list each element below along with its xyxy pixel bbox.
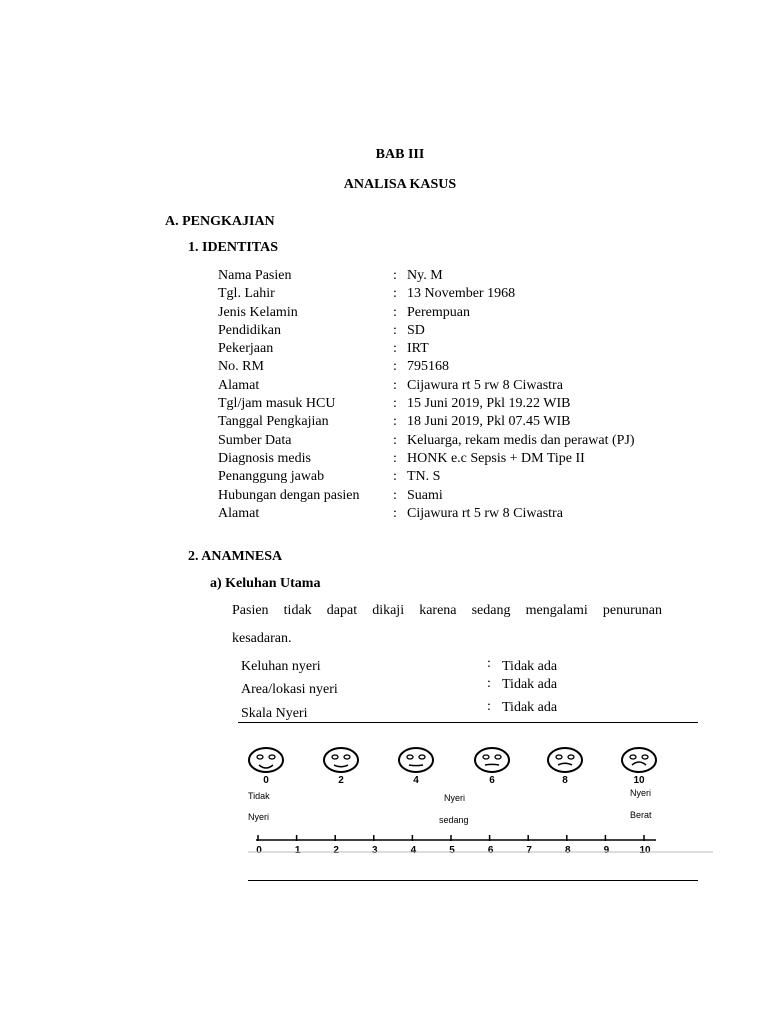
scale-tick-label: 1 — [294, 845, 301, 856]
identity-label: Nama Pasien — [218, 268, 292, 283]
identity-label: Sumber Data — [218, 432, 292, 448]
face-number: 10 — [633, 775, 645, 786]
scale-label-nyeri-middle: Nyeri — [444, 793, 466, 803]
identity-label: No. RM — [218, 359, 264, 375]
pain-label-keluhan: Keluhan nyeri — [241, 659, 321, 674]
identity-row — [218, 395, 718, 413]
pain-label-skala: Skala Nyeri — [241, 706, 308, 721]
scale-label-nyeri-left: Nyeri — [248, 812, 270, 822]
pain-value-skala: Tidak ada — [502, 700, 558, 715]
identity-row — [218, 413, 718, 431]
identity-label: Diagnosis medis — [218, 450, 311, 466]
identity-colon: : — [393, 487, 397, 503]
paragraph-line-2: kesadaran. — [232, 631, 292, 646]
pain-scale-figure — [248, 740, 713, 860]
divider-line-bottom — [248, 880, 698, 881]
identity-colon: : — [393, 432, 397, 448]
identity-value: Cijawura rt 5 rw 8 Ciwastra — [407, 505, 563, 521]
face-number: 0 — [263, 775, 269, 786]
identity-label: Hubungan dengan pasien — [218, 487, 360, 503]
pain-value-keluhan: Tidak ada — [502, 659, 558, 674]
scale-tick-label: 2 — [333, 845, 339, 856]
scale-tick-label: 6 — [487, 845, 494, 856]
identity-row — [218, 377, 718, 395]
identity-row — [218, 322, 718, 340]
identity-colon: : — [393, 359, 397, 375]
pain-colon: : — [487, 656, 491, 671]
identity-colon: : — [393, 505, 397, 521]
scale-label-berat: Berat — [630, 810, 652, 820]
identity-label: Jenis Kelamin — [218, 304, 298, 320]
identity-label: Pekerjaan — [218, 341, 274, 357]
pain-face — [249, 748, 283, 786]
scale-tick-label: 4 — [410, 845, 417, 856]
identity-colon: : — [393, 396, 397, 412]
identity-colon: : — [393, 377, 397, 393]
scale-tick-label: 7 — [526, 845, 532, 856]
identity-value: Perempuan — [407, 304, 470, 320]
identity-colon: : — [393, 322, 397, 338]
identity-row — [218, 432, 718, 450]
identity-row — [218, 468, 718, 486]
scale-label-nyeri-right: Nyeri — [630, 788, 652, 798]
identity-value: SD — [407, 322, 425, 338]
identity-value: HONK e.c Sepsis + DM Tipe II — [407, 450, 585, 466]
identity-colon: : — [393, 341, 397, 357]
chapter-title: ANALISA KASUS — [343, 177, 457, 192]
pain-colon: : — [487, 699, 491, 714]
identity-row — [218, 487, 718, 505]
pain-label-area: Area/lokasi nyeri — [241, 682, 338, 697]
identity-label: Alamat — [218, 505, 260, 521]
face-number: 2 — [338, 775, 344, 786]
face-number: 4 — [413, 775, 419, 786]
identity-row — [218, 304, 718, 322]
identity-value: 15 Juni 2019, Pkl 19.22 WIB — [407, 396, 571, 412]
identity-row — [218, 505, 718, 523]
pain-face — [399, 748, 433, 786]
subsection-heading-anamnesa: 2. ANAMNESA — [188, 549, 283, 564]
identity-value: 13 November 1968 — [407, 286, 516, 302]
identity-label: Tgl. Lahir — [218, 286, 275, 302]
scale-tick-label: 0 — [256, 845, 262, 856]
face-number: 6 — [489, 775, 495, 786]
identity-colon: : — [393, 469, 397, 485]
pain-face — [548, 748, 582, 786]
identity-label: Alamat — [218, 377, 260, 393]
pain-face — [475, 748, 509, 786]
identity-colon: : — [393, 286, 397, 302]
identity-colon: : — [393, 450, 397, 466]
identity-value: Suami — [407, 487, 443, 503]
scale-tick-label: 10 — [639, 845, 651, 856]
identity-row — [218, 358, 718, 376]
identity-value: Cijawura rt 5 rw 8 Ciwastra — [407, 377, 563, 393]
identity-colon: : — [393, 268, 397, 283]
divider-line — [238, 722, 698, 723]
identity-label: Penanggung jawab — [218, 469, 325, 485]
identity-row — [218, 285, 718, 303]
paragraph-line-1: Pasien tidak dapat dikaji karena sedang mengalami penurunan — [232, 603, 662, 618]
identity-label: Tgl/jam masuk HCU — [218, 396, 336, 412]
identity-row — [218, 340, 718, 358]
identity-value: 795168 — [407, 359, 449, 375]
section-heading-pengkajian: A. PENGKAJIAN — [165, 214, 275, 229]
identity-label: Tanggal Pengkajian — [218, 414, 329, 430]
scale-label-tidak: Tidak — [248, 791, 270, 801]
identity-value: 18 Juni 2019, Pkl 07.45 WIB — [407, 414, 571, 430]
identity-value: TN. S — [407, 469, 441, 485]
identity-colon: : — [393, 304, 397, 320]
identity-table — [218, 267, 718, 523]
identity-value: Keluarga, rekam medis dan perawat (PJ) — [407, 432, 635, 448]
scale-tick-label: 9 — [603, 845, 610, 856]
pain-colon: : — [487, 676, 491, 691]
identity-value: IRT — [407, 341, 429, 357]
chapter-number: BAB III — [375, 147, 425, 162]
identity-value: Ny. M — [407, 268, 443, 283]
identity-label: Pendidikan — [218, 322, 281, 338]
pain-face — [622, 748, 656, 786]
pain-face — [324, 748, 358, 786]
scale-label-sedang: sedang — [439, 815, 469, 825]
scale-tick-label: 5 — [449, 845, 455, 856]
subsection-heading-identitas: 1. IDENTITAS — [188, 240, 278, 255]
identity-colon: : — [393, 414, 397, 430]
scale-tick-label: 3 — [372, 845, 378, 856]
scale-tick-label: 8 — [565, 845, 571, 856]
pain-value-area: Tidak ada — [502, 677, 558, 692]
face-number: 8 — [562, 775, 568, 786]
identity-row — [218, 267, 718, 285]
sub-heading-keluhan-utama: a) Keluhan Utama — [210, 576, 321, 591]
identity-row — [218, 450, 718, 468]
